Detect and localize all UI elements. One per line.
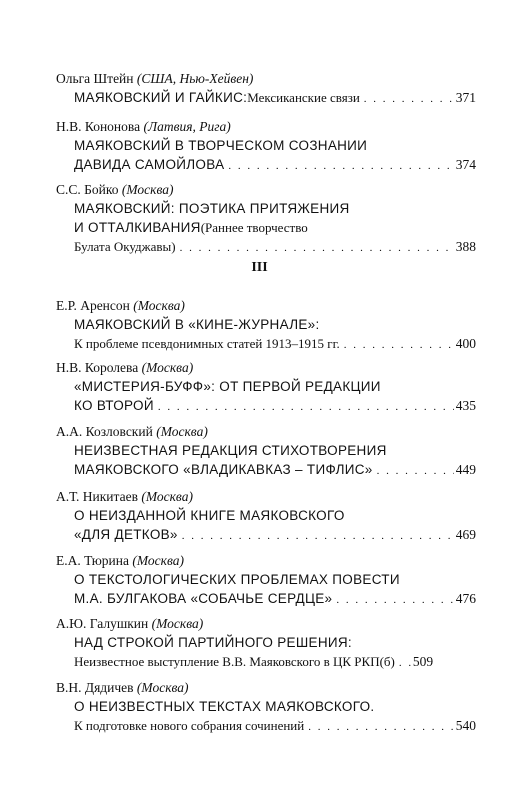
entry-title-line <box>56 525 476 546</box>
entry-page-number: 469 <box>455 527 476 542</box>
entry-place: (Москва) <box>133 298 185 313</box>
toc-entry <box>56 69 476 109</box>
entry-place: (Москва) <box>121 182 174 197</box>
leader-dots <box>344 336 454 355</box>
entry-place: (США, Нью-Хейвен) <box>136 71 254 86</box>
entry-page-number: 371 <box>455 90 476 105</box>
entry-title-line <box>56 334 476 355</box>
entry-place: (Москва) <box>136 680 189 695</box>
section-heading: III <box>251 260 268 275</box>
entry-title-line <box>56 396 476 417</box>
entry-author: В.Н. Дядичев (Москва) <box>56 680 189 695</box>
entry-title-line <box>56 652 476 673</box>
entry-title-line <box>56 237 476 258</box>
entry-subtitle: Булата Окуджавы) <box>74 239 176 254</box>
toc-entry <box>56 614 476 673</box>
entry-title: МАЯКОВСКИЙ В «КИНЕ-ЖУРНАЛЕ»: <box>74 317 320 332</box>
leader-dots <box>228 157 453 176</box>
entry-title: И ОТТАЛКИВАНИЯ <box>74 220 201 235</box>
entry-title-line <box>56 716 476 737</box>
entry-page-number: 476 <box>455 591 476 606</box>
leader-dots <box>182 527 454 546</box>
entry-place: (Москва) <box>141 360 194 375</box>
entry-author: С.С. Бойко (Москва) <box>56 182 174 197</box>
toc-entry <box>56 551 476 610</box>
toc-entry <box>56 358 476 417</box>
entry-title-line <box>56 460 476 481</box>
entry-place: (Москва) <box>141 489 193 504</box>
toc-entry <box>56 296 476 355</box>
entry-place: (Латвия, Рига) <box>143 119 231 134</box>
entry-subtitle: К проблеме псевдонимных статей 1913–1915 гг. <box>74 336 340 351</box>
entry-title: НАД СТРОКОЙ ПАРТИЙНОГО РЕШЕНИЯ: <box>74 635 352 650</box>
entry-title: МАЯКОВСКИЙ: ПОЭТИКА ПРИТЯЖЕНИЯ <box>74 201 350 216</box>
entry-title: ДАВИДА САМОЙЛОВА <box>74 157 225 172</box>
entry-author: Е.А. Тюрина (Москва) <box>56 553 184 568</box>
entry-title-line <box>56 506 476 525</box>
toc-entry <box>56 422 476 481</box>
entry-page-number: 400 <box>455 336 476 351</box>
entry-place: (Москва) <box>151 616 204 631</box>
entry-title: О ТЕКСТОЛОГИЧЕСКИХ ПРОБЛЕМАХ ПОВЕСТИ <box>74 572 400 587</box>
toc-entry <box>56 678 476 737</box>
entry-place: (Москва) <box>156 424 208 439</box>
entry-title: М.А. БУЛГАКОВА «СОБАЧЬЕ СЕРДЦЕ» <box>74 591 333 606</box>
leader-dots <box>399 654 411 673</box>
entry-title-line <box>56 633 476 652</box>
entry-title: О НЕИЗДАННОЙ КНИГЕ МАЯКОВСКОГО <box>74 508 345 523</box>
entry-title-line <box>56 218 476 237</box>
entry-author: Ольга Штейн (США, Нью-Хейвен) <box>56 71 254 86</box>
entry-title-line <box>56 199 476 218</box>
leader-dots <box>308 718 454 737</box>
entry-page-number: 374 <box>455 157 476 172</box>
leader-dots <box>158 398 454 417</box>
toc-entry <box>56 180 476 258</box>
entry-author: Н.В. Кононова (Латвия, Рига) <box>56 119 231 134</box>
leader-dots <box>336 591 453 610</box>
entry-title: КО ВТОРОЙ <box>74 398 154 413</box>
entry-page-number: 449 <box>455 462 476 477</box>
entry-title-line <box>56 441 476 460</box>
entry-author: А.Ю. Галушкин (Москва) <box>56 616 204 631</box>
entry-subtitle: Мексиканские связи <box>247 90 360 105</box>
entry-title-line <box>56 377 476 396</box>
entry-page-number: 509 <box>412 654 434 669</box>
entry-author: А.А. Козловский (Москва) <box>56 424 208 439</box>
entry-title-line <box>56 136 476 155</box>
entry-title-line <box>56 155 476 176</box>
entry-title: МАЯКОВСКИЙ В ТВОРЧЕСКОМ СОЗНАНИИ <box>74 138 368 153</box>
entry-subtitle: Неизвестное выступление В.В. Маяковского в ЦК РКП(б) <box>74 654 395 669</box>
entry-page-number: 540 <box>455 718 476 733</box>
entry-title: МАЯКОВСКИЙ И ГАЙКИС: <box>74 90 248 105</box>
entry-title: НЕИЗВЕСТНАЯ РЕДАКЦИЯ СТИХОТВОРЕНИЯ <box>74 443 387 458</box>
leader-dots <box>377 462 454 481</box>
leader-dots <box>180 239 454 258</box>
entry-subtitle: (Раннее творчество <box>200 220 308 235</box>
entry-title-line <box>56 315 476 334</box>
entry-page-number: 435 <box>455 398 476 413</box>
toc-entry <box>56 487 476 546</box>
leader-dots <box>364 90 454 109</box>
entry-title-line <box>56 88 476 109</box>
entry-author: А.Т. Никитаев (Москва) <box>56 489 193 504</box>
entry-place: (Москва) <box>132 553 184 568</box>
entry-title: МАЯКОВСКОГО «ВЛАДИКАВКАЗ – ТИФЛИС» <box>74 462 373 477</box>
entry-subtitle: К подготовке нового собрания сочинений <box>74 718 305 733</box>
entry-title-line <box>56 589 476 610</box>
toc-entry <box>56 117 476 176</box>
entry-author: Н.В. Королева (Москва) <box>56 360 194 375</box>
entry-title: О НЕИЗВЕСТНЫХ ТЕКСТАХ МАЯКОВСКОГО. <box>74 699 375 714</box>
entry-author: Е.Р. Аренсон (Москва) <box>56 298 185 313</box>
entry-title-line <box>56 697 476 716</box>
entry-title: «ДЛЯ ДЕТКОВ» <box>74 527 178 542</box>
entry-title-line <box>56 570 476 589</box>
entry-page-number: 388 <box>455 239 476 254</box>
entry-title: «МИСТЕРИЯ-БУФФ»: ОТ ПЕРВОЙ РЕДАКЦИИ <box>74 379 381 394</box>
